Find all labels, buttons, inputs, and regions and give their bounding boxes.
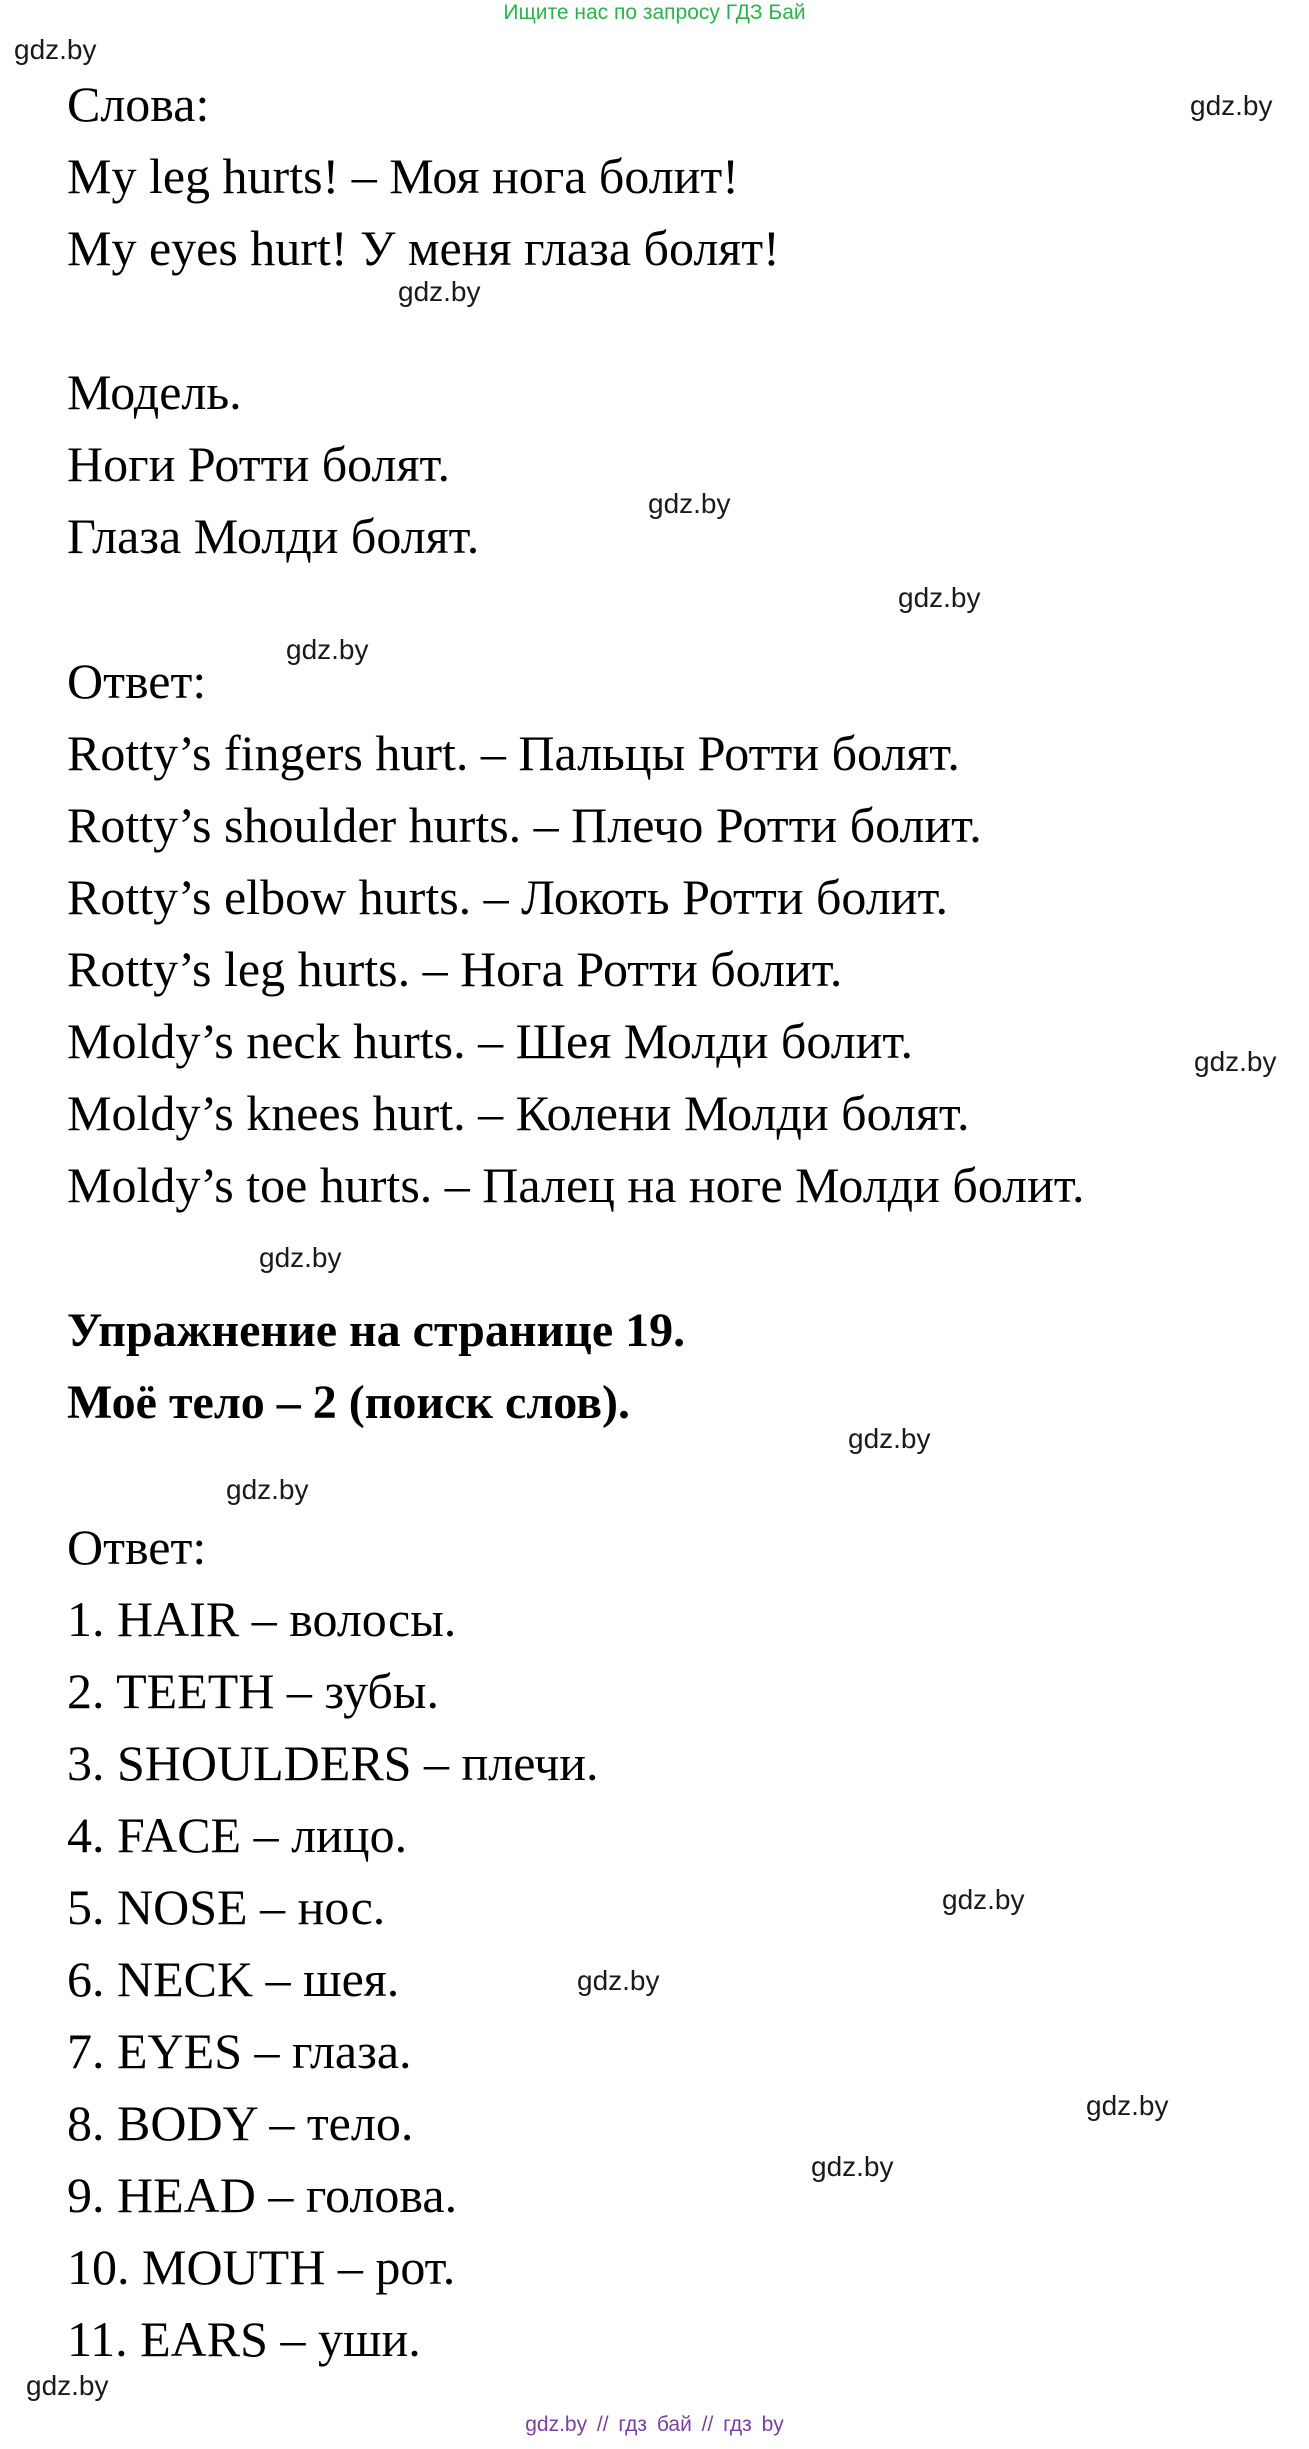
watermark: gdz.by: [259, 1242, 342, 1273]
model-line: Ноги Ротти болят.: [67, 436, 451, 492]
exercise-subtitle: Моё тело – 2 (поиск слов).: [67, 1376, 630, 1429]
answer-line: 10. MOUTH – рот.: [67, 2239, 456, 2295]
watermark: gdz.by: [898, 582, 981, 613]
watermark: gdz.by: [1194, 1046, 1277, 1077]
top-banner-link[interactable]: Ищите нас по запросу ГДЗ Бай: [503, 1, 806, 24]
answer-heading: Ответ:: [67, 653, 207, 709]
watermark: gdz.by: [26, 2370, 109, 2401]
answer-line: 6. NECK – шея.: [67, 1951, 400, 2007]
watermark: gdz.by: [942, 1884, 1025, 1915]
model-heading: Модель.: [67, 364, 242, 420]
watermark: gdz.by: [14, 34, 97, 65]
answer-line: Moldy’s toe hurts. – Палец на ноге Молди болит.: [67, 1157, 1085, 1213]
bottom-banner-link[interactable]: gdz.by // гдз бай // гдз by: [525, 2413, 784, 2436]
answer-line: 2. TEETH – зубы.: [67, 1663, 439, 1719]
answer-line: 3. SHOULDERS – плечи.: [67, 1735, 599, 1791]
answer-line: 7. EYES – глаза.: [67, 2023, 412, 2079]
watermark: gdz.by: [648, 488, 731, 519]
answer-line: Rotty’s fingers hurt. – Пальцы Ротти болят.: [67, 725, 960, 781]
answer-line: Rotty’s leg hurts. – Нога Ротти болит.: [67, 941, 843, 997]
answer-line: 8. BODY – тело.: [67, 2095, 414, 2151]
watermark: gdz.by: [286, 634, 369, 665]
exercise-title: Упражнение на странице 19.: [67, 1304, 686, 1357]
words-line: My eyes hurt! У меня глаза болят!: [67, 220, 780, 276]
answer-line: 11. EARS – уши.: [67, 2311, 421, 2367]
watermark: gdz.by: [577, 1965, 660, 1996]
answer-heading: Ответ:: [67, 1519, 207, 1575]
watermark: gdz.by: [811, 2151, 894, 2182]
answer-line: 5. NOSE – нос.: [67, 1879, 386, 1935]
answer-line: Rotty’s elbow hurts. – Локоть Ротти болит.: [67, 869, 949, 925]
watermark: gdz.by: [848, 1423, 931, 1454]
answer-line: 4. FACE – лицо.: [67, 1807, 408, 1863]
watermark: gdz.by: [398, 276, 481, 307]
answer-line: 9. HEAD – голова.: [67, 2167, 458, 2223]
answer-line: Moldy’s neck hurts. – Шея Молди болит.: [67, 1013, 913, 1069]
watermark: gdz.by: [1086, 2090, 1169, 2121]
model-line: Глаза Молди болят.: [67, 508, 480, 564]
watermark: gdz.by: [226, 1474, 309, 1505]
words-line: My leg hurts! – Моя нога болит!: [67, 148, 739, 204]
answer-line: Moldy’s knees hurt. – Колени Молди болят.: [67, 1085, 970, 1141]
watermark: gdz.by: [1190, 90, 1273, 121]
words-heading: Слова:: [67, 76, 210, 132]
answer-line: Rotty’s shoulder hurts. – Плечо Ротти болит.: [67, 797, 982, 853]
answer-line: 1. HAIR – волосы.: [67, 1591, 457, 1647]
